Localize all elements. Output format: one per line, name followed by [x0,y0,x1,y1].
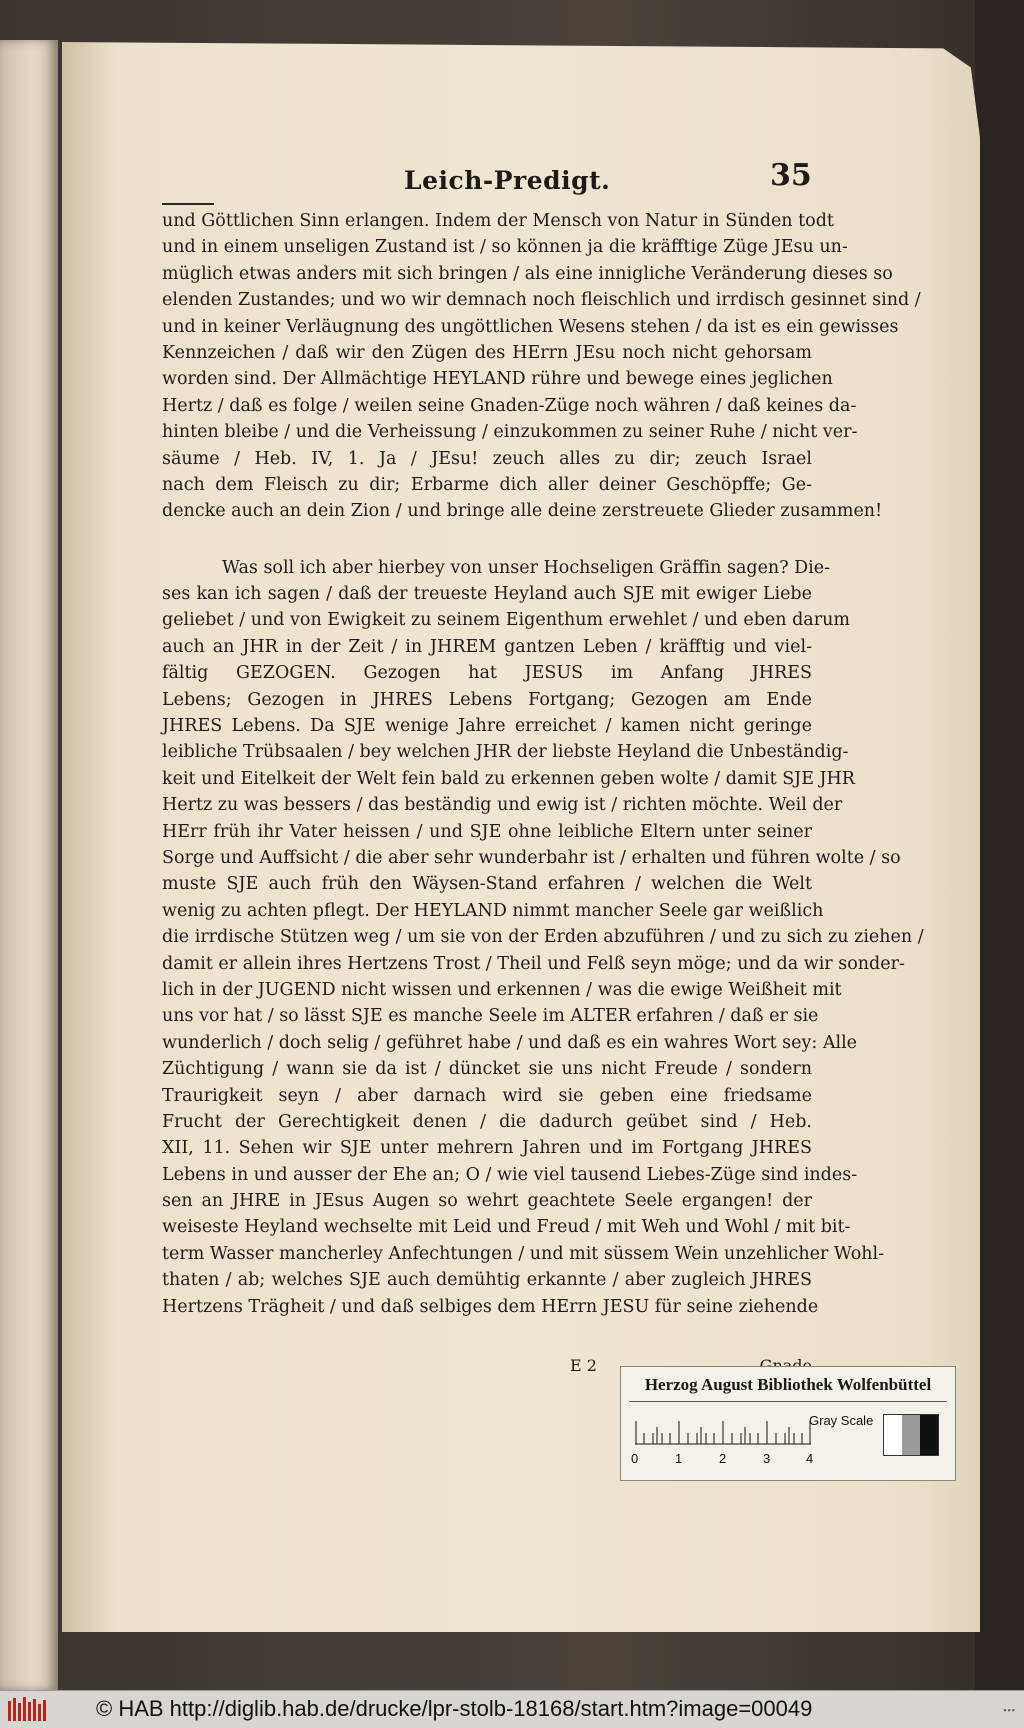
text-line: müglich etwas anders mit sich bringen / als eine innigliche Veränderung dieses so [162,263,893,284]
page-number: 35 [770,158,812,193]
text-line: wenig zu achten pflegt. Der HEYLAND nimmt mancher Seele gar weißlich [162,900,824,921]
text-line: Hertz / daß es folge / weilen seine Gnaden-Züge noch währen / daß keines da- [162,395,857,416]
text-line: Züchtigung / wann sie da ist / düncket sie uns nicht Freude / sondern [162,1059,812,1080]
library-label-title: Herzog August Bibliothek Wolfenbüttel [644,1375,932,1394]
text-line: Hertzens Trägheit / und daß selbiges dem HErrn JESU für seine ziehende [162,1296,819,1317]
text-line: Hertz zu was bessers / das beständig und ewig ist / richten möchte. Weil der [162,795,843,816]
text-line: lich in der JUGEND nicht wissen und erkennen / was die ewige Weißheit mit [162,979,842,1000]
ruler-number: 0 [631,1451,639,1466]
text-line: und in keiner Verläugnung des ungöttlichen Wesens stehen / da ist es ein gewisses [162,316,899,337]
signature-mark: E 2 [570,1356,597,1375]
scale-ruler [635,1419,811,1445]
text-line: JHRES Lebens. Da SJE wenige Jahre erreichet / kamen nicht geringe [162,716,812,737]
text-line: hinten bleibe / und die Verheissung / einzukommen zu seiner Ruhe / nicht ver- [162,422,858,443]
hab-logo-icon [6,1695,50,1725]
text-line: ses kan ich sagen / daß der treueste Heyland auch SJE mit ewiger Liebe [162,584,812,605]
text-line: auch an JHR in der Zeit / in JHREM gantzen Leben / kräfftig und viel- [162,636,812,657]
text-line: HErr früh ihr Vater heissen / und SJE ohne leibliche Eltern unter seiner [162,821,812,842]
text-line: elenden Zustandes; und wo wir demnach noch fleischlich und irrdisch gesinnet sind / [162,290,921,311]
grayscale-swatches [883,1414,939,1456]
text-line: Lebens in und ausser der Ehe an; O / wie viel tausend Liebes-Züge sind indes- [162,1164,858,1185]
text-line: muste SJE auch früh den Wäysen-Stand erfahren / welchen die Welt [162,874,812,895]
swatch-gray [902,1415,920,1455]
text-line: wunderlich / doch selig / geführet habe / und daß es ein wahres Wort sey: Alle [162,1032,858,1053]
paragraph-gap [162,525,812,555]
text-line: Was soll ich aber hierbey von unser Hochseligen Gräffin sagen? Die- [222,557,831,578]
right-dark-margin [975,0,1024,1690]
text-line: dencke auch an dein Zion / und bringe alle deine zerstreuete Glieder zusammen! [162,501,883,522]
ruler-number: 4 [806,1451,814,1466]
ruler-number: 3 [763,1451,771,1466]
text-line: sen an JHRE in JEsus Augen so wehrt geachtete Seele ergangen! der [162,1191,812,1212]
text-line: leibliche Trübsaalen / bey welchen JHR der liebste Heyland die Unbeständig- [162,742,849,763]
source-url[interactable]: © HAB http://diglib.hab.de/drucke/lpr-stolb-18168/start.htm?image=00049 [96,1696,813,1721]
body-text [162,208,924,1320]
text-line: Traurigkeit seyn / aber darnach wird sie geben eine friedsame [162,1085,812,1106]
swatch-black [920,1415,938,1455]
label-divider [629,1401,947,1402]
text-line: geliebet / und von Ewigkeit zu seinem Eigenthum erwehlet / und eben darum [162,610,850,631]
corner-mark: ▪▪▪ [1003,1705,1016,1715]
running-head: Leich-Predigt. [404,166,611,195]
text-line: die irrdische Stützen weg / um sie von der Erden abzuführen / und zu sich zu ziehen / [162,927,924,948]
text-line: keit und Eitelkeit der Welt fein bald zu erkennen geben wolte / damit SJE JHR [162,768,855,789]
text-line: fältig GEZOGEN. Gezogen hat JESUS im Anfang JHRES [162,663,812,684]
text-line: uns vor hat / so lässt SJE es manche Seele im ALTER erfahren / daß er sie [162,1006,819,1027]
library-label [620,1366,956,1481]
text-line: und in einem unseligen Zustand ist / so können ja die kräfftige Züge JEsu un- [162,237,848,258]
text-line: säume / Heb. IV, 1. Ja / JEsu! zeuch alles zu dir; zeuch Israel [162,448,812,469]
text-line: Kennzeichen / daß wir den Zügen des HErrn JEsu noch nicht gehorsam [162,342,812,363]
text-line: term Wasser mancherley Anfechtungen / und mit süssem Wein unzehlicher Wohl- [162,1243,885,1264]
text-line: und Göttlichen Sinn erlangen. Indem der Mensch von Natur in Sünden todt [162,211,834,231]
ruler-number: 1 [675,1451,683,1466]
text-line: Sorge und Auffsicht / die aber sehr wunderbahr ist / erhalten und führen wolte / so [162,847,901,868]
text-line: Frucht der Gerechtigkeit denen / die dadurch geübet sind / Heb. [162,1111,812,1132]
text-line: worden sind. Der Allmächtige HEYLAND rühre und bewege eines jeglichen [162,369,833,390]
text-line: weiseste Heyland wechselte mit Leid und Freud / mit Weh und Wohl / mit bit- [162,1217,851,1238]
text-line: Lebens; Gezogen in JHRES Lebens Fortgang; Gezogen am Ende [162,689,812,710]
grayscale-label: Gray Scale [809,1413,874,1428]
footer-bar [0,1690,1024,1728]
swatch-white [884,1415,902,1455]
text-line: damit er allein ihres Hertzens Trost / Theil und Felß seyn möge; und da wir sonder- [162,953,905,974]
head-rule [162,203,214,205]
ruler-number: 2 [719,1451,727,1466]
left-page-edge [0,40,58,1690]
text-line: thaten / ab; welches SJE auch demühtig erkannte / aber zugleich JHRES [162,1270,812,1291]
text-line: XII, 11. Sehen wir SJE unter mehrern Jahren und im Fortgang JHRES [162,1138,812,1159]
text-line: nach dem Fleisch zu dir; Erbarme dich aller deiner Geschöpffe; Ge- [162,474,812,495]
